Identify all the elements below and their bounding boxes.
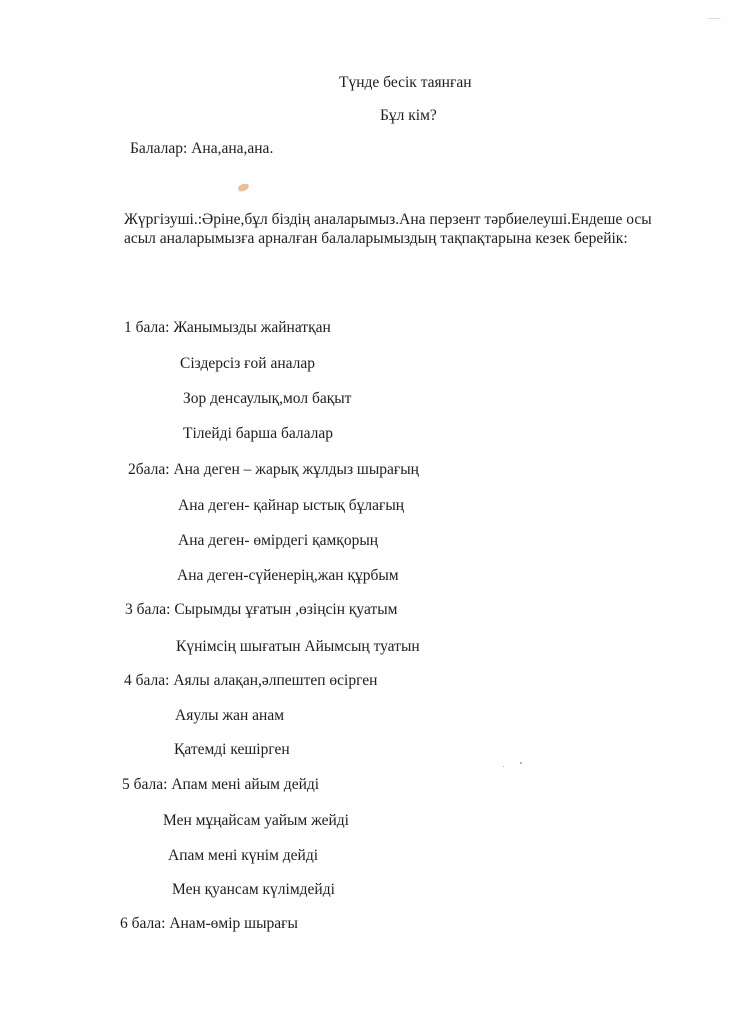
verse-1-line-1: 1 бала: Жанымызды жайнатқан <box>124 319 331 336</box>
verse-3-line-2: Күнімсің шығатын Айымсың туатын <box>176 638 420 655</box>
scan-speck <box>503 766 504 767</box>
verse-2-line-1: 2бала: Ана деген – жарық жұлдыз шырағың <box>128 461 419 478</box>
verse-5-line-2: Мен мұңайсам уайым жейді <box>163 812 349 829</box>
verse-2-line-2: Ана деген- қайнар ыстық бұлағың <box>178 497 405 514</box>
verse-4-line-1: 4 бала: Аялы алақан,әлпештеп өсірген <box>124 672 378 689</box>
verse-2-line-4: Ана деген-сүйенерің,жан құрбым <box>177 567 399 584</box>
verse-5-line-3: Апам мені күнім дейді <box>168 847 319 864</box>
verse-1-line-3: Зор денсаулық,мол бақыт <box>183 390 352 407</box>
document-title: Түнде бесік таянған <box>339 74 472 91</box>
scan-edge-mark <box>707 18 721 19</box>
verse-3-line-1: 3 бала: Сырымды ұғатын ,өзіңсін қуатым <box>125 601 398 618</box>
verse-5-line-4: Мен қуансам күлімдейді <box>172 881 335 898</box>
paper-stain <box>237 183 249 192</box>
verse-5-line-1: 5 бала: Апам мені айым дейді <box>122 776 320 793</box>
verse-1-line-2: Сіздерсіз ғой аналар <box>180 355 316 372</box>
document-question: Бұл кім? <box>380 107 437 124</box>
children-answer: Балалар: Ана,ана,ана. <box>130 140 274 157</box>
scan-speck <box>520 762 522 764</box>
verse-1-line-4: Тілейді барша балалар <box>183 425 333 442</box>
verse-4-line-2: Аяулы жан анам <box>175 707 285 724</box>
verse-2-line-3: Ана деген- өмірдегі қамқорың <box>178 532 379 549</box>
verse-4-line-3: Қатемді кешірген <box>174 741 290 758</box>
verse-6-line-1: 6 бала: Анам-өмір шырағы <box>120 915 298 932</box>
host-remark: Жүргізуші.:Әріне,бұл біздің аналарымыз.Ана перзент тәрбиелеуші.Ендеше осы асыл аналарымызға арналған балаларымыздың тақпақтарына кезек берейік: <box>124 211 652 247</box>
